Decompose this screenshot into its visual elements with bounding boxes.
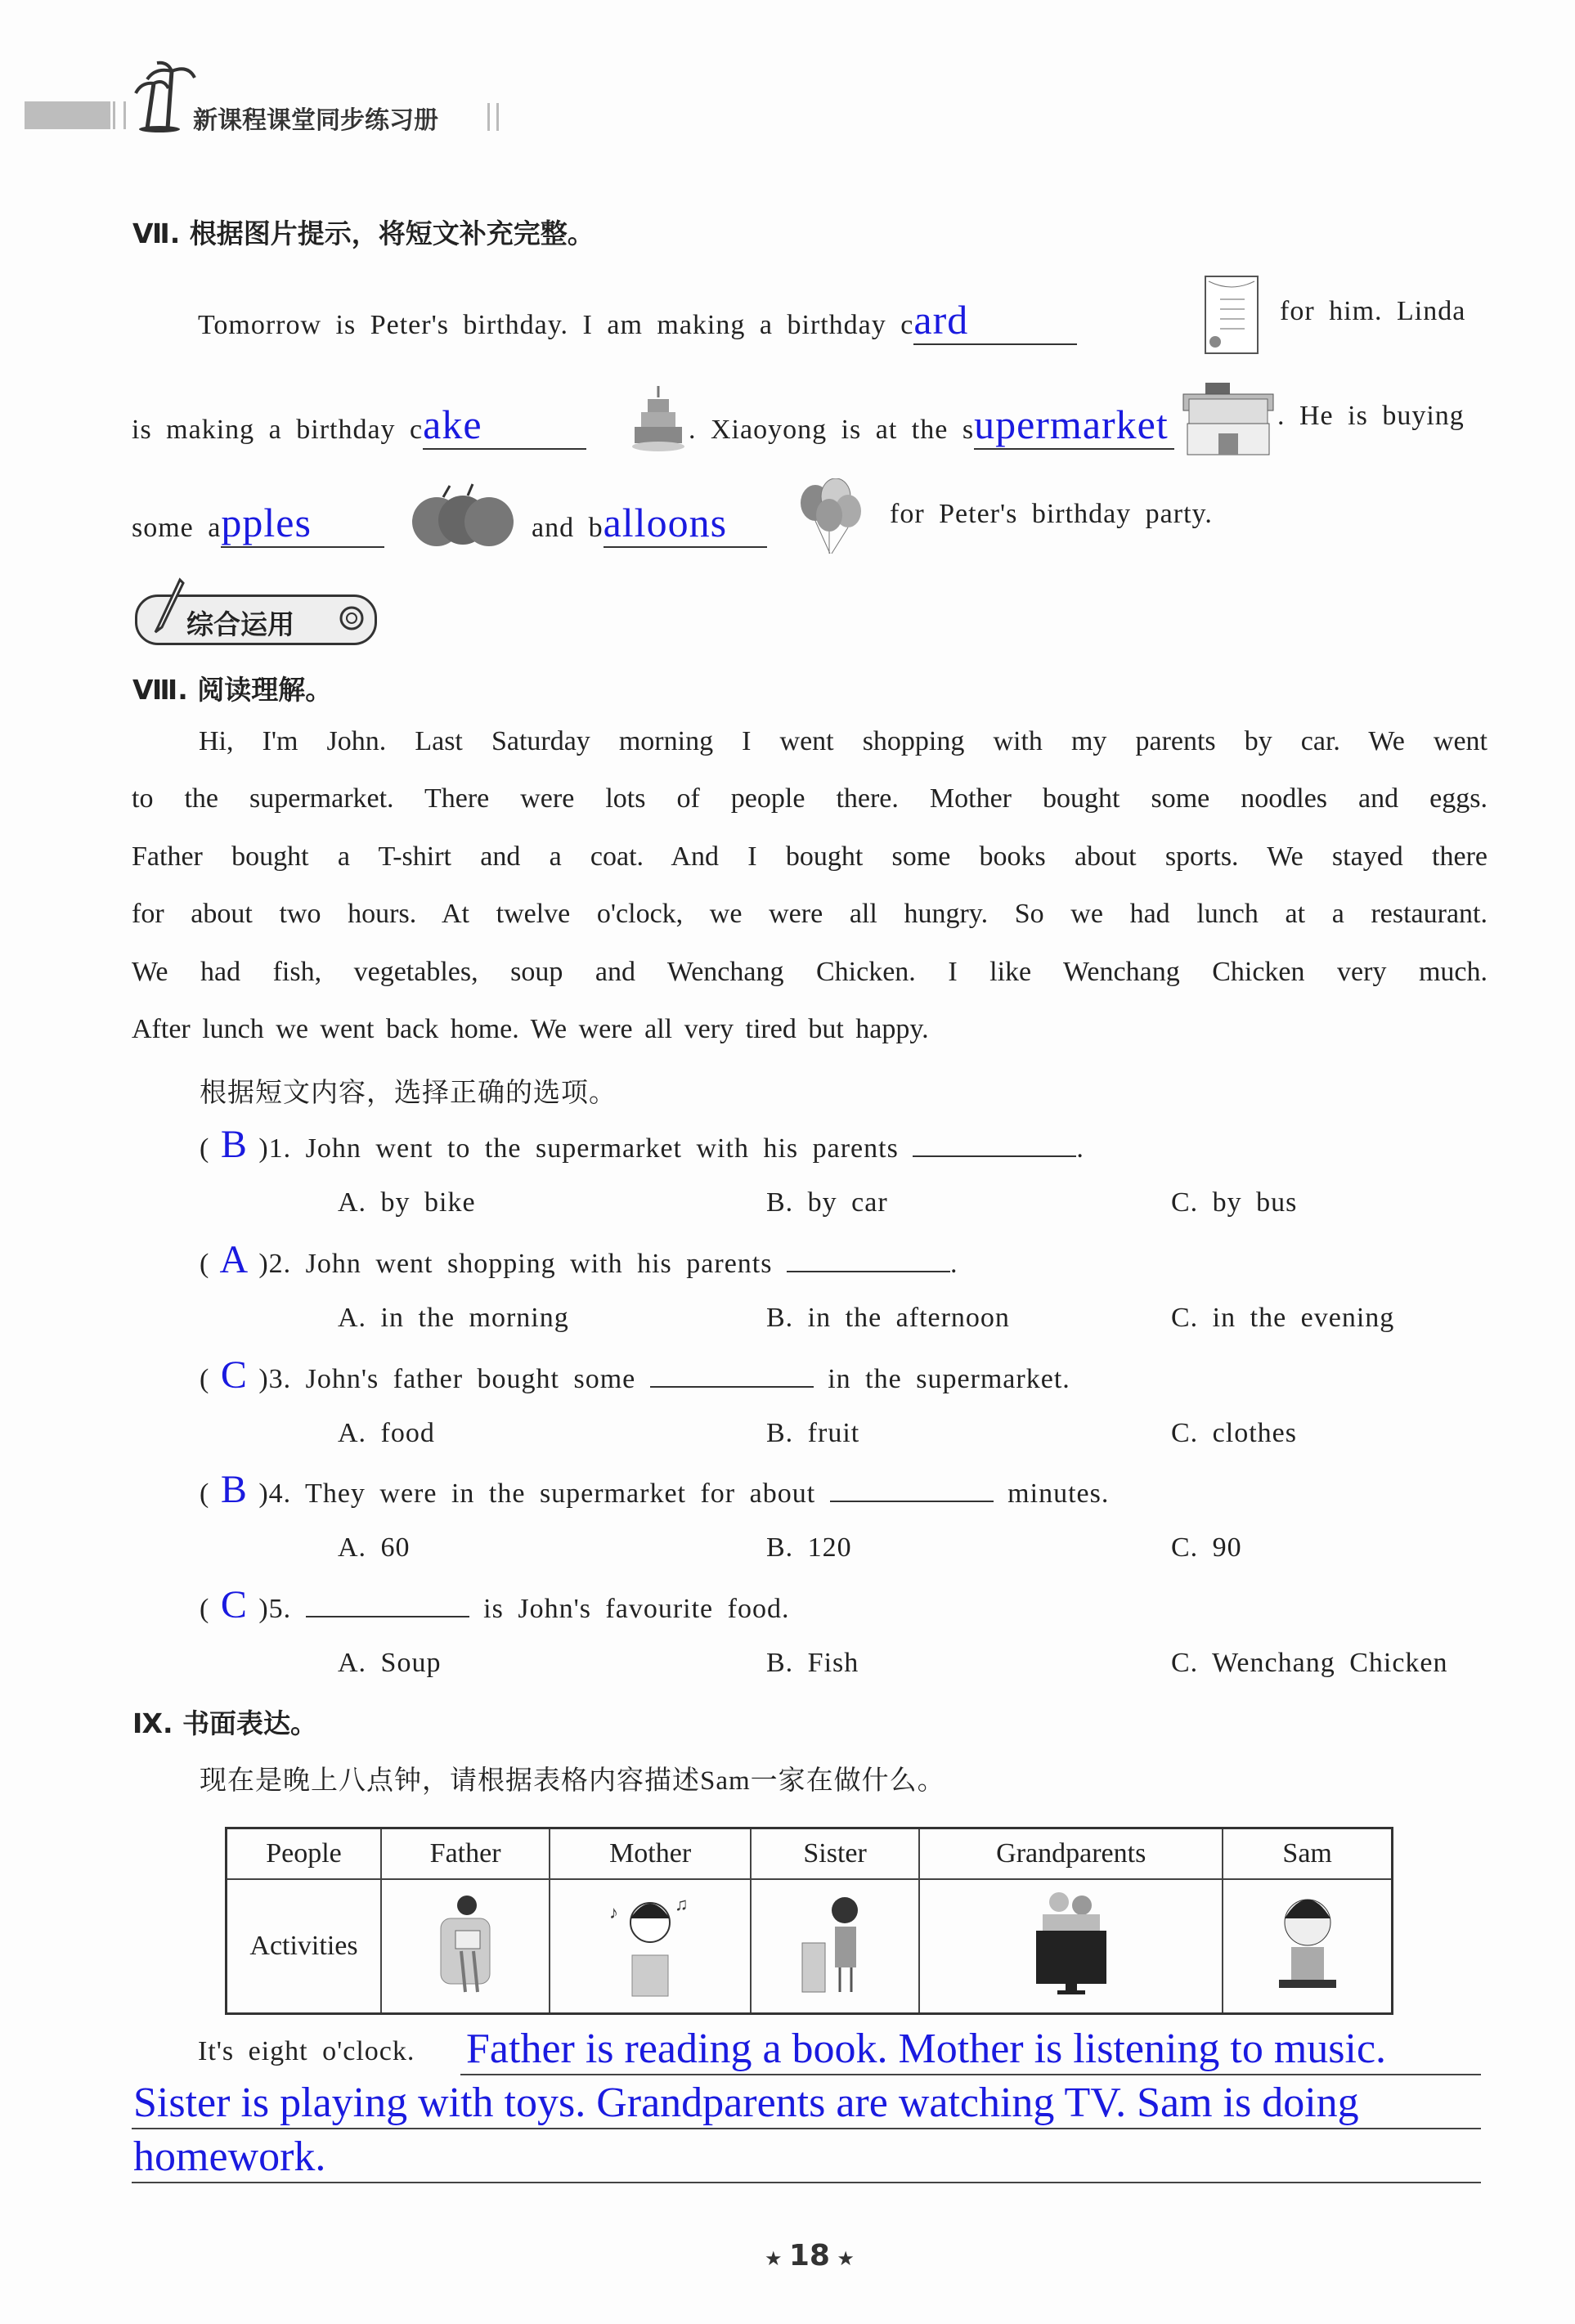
option-b[interactable]: B. Fish [766, 1648, 859, 1678]
text: for Peter's birthday party. [890, 499, 1213, 529]
mother-music-picture [550, 1879, 751, 2014]
fill-line-1 [198, 296, 1077, 345]
writing-answer-line-2: Sister is playing with toys. Grandparents are watching TV. Sam is doing [133, 2079, 1359, 2126]
svg-text:♫: ♫ [675, 1893, 689, 1914]
q-text: minutes. [1007, 1478, 1110, 1509]
header-decor-lines [487, 103, 499, 131]
fill-line-2 [132, 401, 586, 450]
writing-lead: It's eight o'clock. [198, 2036, 415, 2066]
passage-line: Father bought a T-shirt and a coat. And I bought some books about sports. We stayed there [132, 841, 1488, 872]
sam-homework-picture [1223, 1879, 1392, 2014]
balloons-picture [795, 478, 868, 556]
q-text: John went to the supermarket with his parents [305, 1133, 899, 1164]
text: for him. Linda [1280, 296, 1466, 326]
q-text: in the supermarket. [828, 1364, 1070, 1394]
option-a[interactable]: A. 60 [338, 1532, 411, 1563]
reading-instruction: 根据短文内容，选择正确的选项。 [200, 1079, 617, 1108]
q-num: )4. [258, 1478, 292, 1509]
passage-line: to the supermarket. There were lots of people there. Mother bought some noodles and eggs. [132, 783, 1488, 814]
book-title: 新课程课堂同步练习册 [193, 106, 438, 135]
passage-line: After lunch we went back home. We were all very tired but happy. [132, 1014, 929, 1045]
palm-tree-icon [123, 59, 196, 132]
option-c[interactable]: C. in the evening [1171, 1303, 1395, 1333]
option-b[interactable]: B. by car [766, 1187, 888, 1218]
answer-balloons: alloons [603, 500, 728, 545]
cake-picture [630, 384, 687, 454]
answer-underline [460, 2074, 1481, 2075]
option-b[interactable]: B. in the afternoon [766, 1303, 1010, 1333]
circle-decor-icon [337, 605, 366, 631]
table-cell: Mother [550, 1828, 751, 1880]
fill-line-3 [132, 499, 384, 548]
option-a[interactable]: A. Soup [338, 1648, 442, 1678]
answer-apples: pples [221, 500, 312, 545]
answer-5: C [220, 1583, 248, 1626]
text: is making a birthday c [132, 415, 424, 445]
q-text: They were in the supermarket for about [305, 1478, 816, 1509]
passage-line: Hi, I'm John. Last Saturday morning I went shopping with my parents by car. We went [199, 726, 1488, 756]
reading-passage [132, 713, 1488, 1058]
section-9-heading: Ⅸ. 书面表达。 [132, 1707, 318, 1739]
q-text: . [1076, 1133, 1084, 1164]
text: . He is buying [1277, 401, 1465, 431]
option-a[interactable]: A. food [338, 1418, 435, 1448]
page-number-text: 18 [788, 2239, 830, 2272]
option-c[interactable]: C. Wenchang Chicken [1171, 1648, 1448, 1678]
section-8-heading: Ⅷ. 阅读理解。 [132, 674, 333, 706]
svg-text:♪: ♪ [609, 1901, 619, 1922]
table-row [227, 1879, 1393, 2014]
q-num: )2. [258, 1249, 292, 1279]
option-b[interactable]: B. fruit [766, 1418, 860, 1448]
table-cell: Activities [227, 1879, 382, 2014]
q-text: John went shopping with his parents [305, 1249, 773, 1279]
q-text: is John's favourite food. [483, 1594, 790, 1624]
star-icon: ★ [829, 2247, 855, 2270]
option-a[interactable]: A. by bike [338, 1187, 476, 1218]
passage-line: We had fish, vegetables, soup and Wenchang Chicken. I like Wenchang Chicken very much. [132, 956, 1488, 987]
option-c[interactable]: C. 90 [1171, 1532, 1242, 1563]
pencil-icon [147, 577, 188, 634]
text: and b [532, 513, 604, 543]
option-b[interactable]: B. 120 [766, 1532, 852, 1563]
answer-underline [132, 2182, 1481, 2183]
answer-2: A [219, 1238, 249, 1281]
answer-cake: ake [423, 402, 482, 447]
father-reading-picture [381, 1879, 550, 2014]
option-c[interactable]: C. by bus [1171, 1187, 1298, 1218]
sister-toys-picture [751, 1879, 919, 2014]
banner-label: 综合运用 [186, 608, 294, 640]
card-picture [1204, 275, 1261, 357]
table-cell: Grandparents [919, 1828, 1223, 1880]
page-number [765, 2239, 855, 2272]
answer-3: C [220, 1353, 248, 1397]
answer-supermarket: upermarket [974, 402, 1169, 447]
q-num: )3. [258, 1364, 292, 1394]
table-cell: Sam [1223, 1828, 1392, 1880]
grandparents-tv-picture [919, 1879, 1223, 2014]
writing-answer-line-3: homework. [133, 2133, 326, 2180]
q-num: )5. [258, 1594, 292, 1624]
text: Tomorrow is Peter's birthday. I am making a birthday c [198, 310, 914, 340]
fill-line-3b [532, 499, 767, 548]
passage-line: for about two hours. At twelve o'clock, we were all hungry. So we had lunch at a restaurant. [132, 899, 1488, 930]
answer-4: B [220, 1468, 248, 1511]
option-c[interactable]: C. clothes [1171, 1418, 1297, 1448]
table-cell: People [227, 1828, 382, 1880]
answer-card: ard [913, 297, 969, 343]
supermarket-picture [1179, 383, 1277, 456]
answer-underline [132, 2128, 1481, 2129]
table-cell: Father [381, 1828, 550, 1880]
q-text: . [949, 1249, 958, 1279]
fill-line-2b [689, 401, 1174, 450]
star-icon: ★ [765, 2247, 789, 2270]
apples-picture [411, 481, 515, 551]
header-decor-bar [25, 101, 110, 129]
writing-instruction: 现在是晚上八点钟，请根据表格内容描述Sam一家在做什么。 [200, 1766, 945, 1796]
answer-1: B [220, 1123, 248, 1166]
q-text: John's father bought some [305, 1364, 636, 1394]
table-cell: Sister [751, 1828, 919, 1880]
q-num: )1. [258, 1133, 292, 1164]
option-a[interactable]: A. in the morning [338, 1303, 569, 1333]
writing-answer-line-1: Father is reading a book. Mother is listening to music. [466, 2026, 1387, 2072]
text: some a [132, 513, 222, 543]
text: . Xiaoyong is at the s [689, 415, 975, 445]
section-7-heading: Ⅶ. 根据图片提示，将短文补充完整。 [132, 218, 595, 249]
activities-table [225, 1827, 1393, 2015]
table-header-row [227, 1828, 1393, 1880]
